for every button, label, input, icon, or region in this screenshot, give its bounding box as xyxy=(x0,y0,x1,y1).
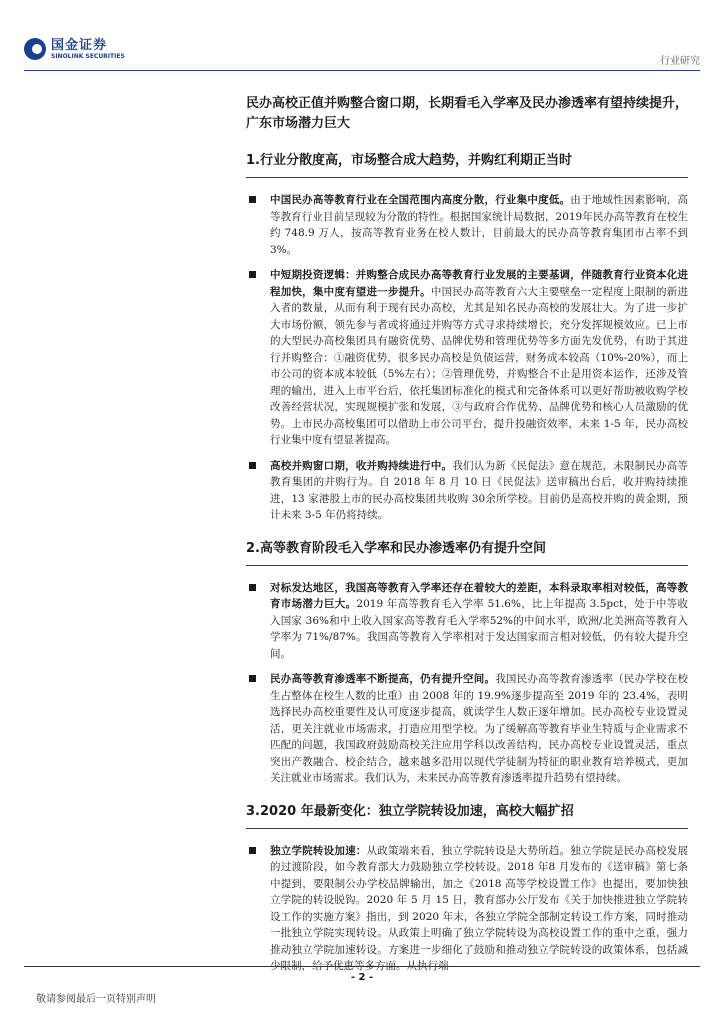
section-divider xyxy=(246,828,688,829)
bullet-paragraph: 高校并购窗口期，收并购持续进行中。我们认为新《民促法》意在规范，未限制民办高等教育集团的并购行为。自 2018 年 8 月 10 日《民促法》送审稿出台后，收并购持续推进，13 家港股上市的民办高校集团共收购 30余所学校。目前仍是高校并购的黄金期，预计未来 3-5 年仍将持续。 xyxy=(246,458,688,524)
report-body xyxy=(246,94,688,975)
logo-name: 国金证券 xyxy=(51,37,108,53)
square-bullet-icon xyxy=(249,584,256,591)
page-header xyxy=(24,38,700,70)
page-number: - 2 - xyxy=(350,972,374,983)
square-bullet-icon xyxy=(249,196,256,203)
section-heading-3: 3.2020 年最新变化：独立学院转设加速，高校大幅扩招 xyxy=(246,803,688,821)
report-category: 行业研究 xyxy=(660,56,700,67)
section-divider xyxy=(246,565,688,566)
square-bullet-icon xyxy=(249,847,256,854)
logo-mark-icon xyxy=(24,38,46,60)
bullet-paragraph: 中短期投资逻辑：并购整合成民办高等教育行业发展的主要基调，伴随教育行业资本化进程加快，集中度有望进一步提升。中国民办高等教育六大主要壁垒一定程度上限制的新进入者的数量，从而有利于现有民办高校，尤其是知名民办高校的发展壮大。为了进一步扩大市场份额，领先参与者或将通过并购等方式寻求持续增长，充分发挥规模效应。已上市的大型民办高校集团具有融资优势、品牌优势和管理优势等多方面先发优势，有助于其进行并购整合：①融资优势，很多民办高校是负债运营，财务成本较高（10%-20%），而上市公司的资本成本较低（5%左右）；②管理优势，并购整合不止是用资本运作，还涉及管理的输出，进入上市平台后，依托集团标准化的模式和完备体系可以更好帮助被收购学校改善经营状况，实现规模扩张和发展，③与政府合作优势、品牌优势和核心人员激励的优势。上市民办高校集团可以借助上市公司平台，提升投融资效率，未来 1-5 年，民办高校行业集中度有望显著提高。 xyxy=(246,267,688,449)
page-title: 民办高校正值并购整合窗口期，长期看毛入学率及民办渗透率有望持续提升，广东市场潜力巨大 xyxy=(246,96,689,131)
square-bullet-icon xyxy=(249,462,256,469)
square-bullet-icon xyxy=(249,675,256,682)
footer-divider xyxy=(24,966,700,967)
bullet-paragraph: 民办高等教育渗透率不断提高，仍有提升空间。我国民办高等教育渗透率（民办学校在校生占整体在校生人数的比重）由 2008 年的 19.9%逐步提高至 2019 年的 23.4%，表明选择民办高校重要性及认可度逐步提高，就读学生人数正逐年增加。民办高校专业设置灵活，更关注就业市场需求，打造应用型学校。为了缓解高等教育毕业生特质与企业需求不匹配的问题，我国政府鼓励高校关注应用学科以改善结构，民办高校专业设置灵活，重点突出产教融合、校企结合，越来越多沿用以现代学徒制为特征的职业教育培养模式，更加关注就业市场需求。我们认为，未来民办高等教育渗透率提升趋势有望持续。 xyxy=(246,671,688,787)
section-divider xyxy=(246,177,688,178)
bullet-paragraph: 对标发达地区，我国高等教育入学率还存在着较大的差距，本科录取率相对较低，高等教育市场潜力巨大。2019 年高等教育毛入学率 51.6%，比上年提高 3.5pct，处于中等收入国家 36%和中上收入国家高等教育毛入学率52%的中间水平，欧洲/北美洲高等教育入学率为 71%/87%。我国高等教育入学率相对于发达国家而言相对较低，仍有较大提升空间。 xyxy=(246,580,688,663)
logo-english-name: SINOLINK SECURITIES xyxy=(51,52,125,60)
section-heading-1: 1.行业分散度高，市场整合成大趋势，并购红利期正当时 xyxy=(246,152,688,170)
square-bullet-icon xyxy=(249,271,256,278)
footer-disclaimer: 敬请参阅最后一页特别声明 xyxy=(36,994,156,1005)
bullet-paragraph: 独立学院转设加速：从政策端来看，独立学院转设是大势所趋。独立学院是民办高校发展的过渡阶段，如今教育部大力鼓励独立学校转设。2018 年8 月发布的《送审稿》第七条中提到，要限制公办学校品牌输出，加之《2018 高等学校设置工作》也提出，要加快独立学院的转设脱钩。2020 年 5 月 15 日，教育部办公厅发布《关于加快推进独立学院转设工作的实施方案》指出，到 2020 年末，各独立学院全部制定转设工作方案，同时推动一批独立学院实现转设。从政策上明确了独立学院转设为高校设置工作的重中之重，强力推动独立学院加速转设。方案进一步细化了鼓励和推动独立学院转设的政策体系，包括减少限制，给予优惠等多方面。从执行端 xyxy=(246,843,688,975)
section-heading-2: 2.高等教育阶段毛入学率和民办渗透率仍有提升空间 xyxy=(246,540,688,558)
bullet-paragraph: 中国民办高等教育行业在全国范围内高度分散，行业集中度低。由于地域性因素影响，高等教育行业目前呈现较为分散的特性。根据国家统计局数据，2019年民办高等教育在校生约 748.9 万人，按高等教育业务在校人数计，目前最大的民办高等教育集团市占率不到 3%。 xyxy=(246,192,688,258)
logo xyxy=(24,38,125,60)
header-divider xyxy=(24,70,700,71)
